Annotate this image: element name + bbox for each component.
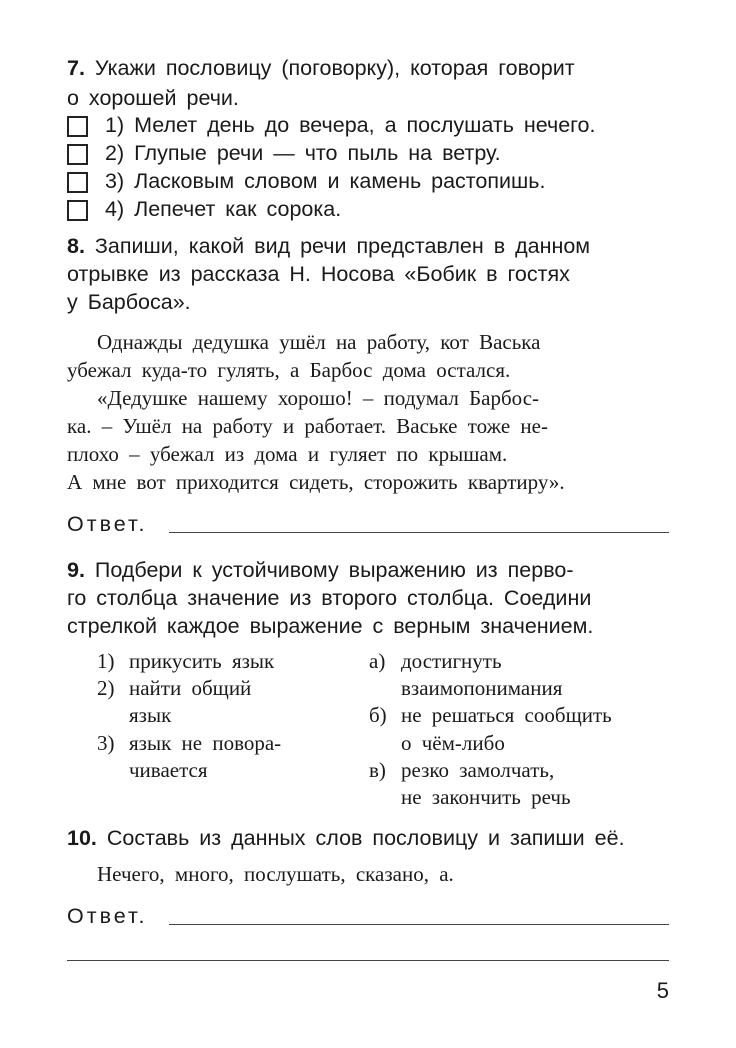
checkbox[interactable] — [67, 200, 88, 221]
passage-line: плохо – убежал из дома и гуляет по крышам. — [67, 442, 508, 466]
meaning-text: не закончить речь — [401, 785, 571, 809]
task-10-answer-field[interactable] — [169, 924, 669, 925]
checkbox[interactable] — [67, 172, 88, 193]
option-label: 1) Мелет день до вечера, а послушать нечего. — [105, 113, 596, 137]
task-7-question-line-2: о хорошей речи. — [67, 86, 239, 110]
task-7-number: 7. — [67, 56, 85, 80]
task-8-question-line-3: у Барбоса». — [67, 290, 191, 314]
expression-text: найти общий — [129, 676, 252, 700]
marker: 2) — [97, 676, 115, 700]
task-8-question-line-2: отрывке из рассказа Н. Носова «Бобик в гостях — [67, 262, 570, 286]
task-10-answer-label: Ответ. — [67, 904, 148, 928]
expression-text: язык не повора- — [129, 731, 282, 755]
meaning-text: резко замолчать, — [401, 758, 555, 782]
meaning-text: достигнуть — [401, 649, 502, 673]
marker: 3) — [97, 731, 115, 755]
passage-line: А мне вот приходится сидеть, сторожить квартиру». — [67, 470, 565, 494]
task-8-answer-field[interactable] — [169, 532, 669, 533]
marker: 1) — [97, 649, 115, 673]
checkbox[interactable] — [67, 144, 88, 165]
marker: а) — [369, 649, 386, 673]
task-10-words: Нечего, много, послушать, сказано, а. — [97, 862, 454, 886]
task-8-answer-label: Ответ. — [67, 512, 148, 536]
option-label: 2) Глупые речи — что пыль на ветру. — [105, 141, 501, 165]
task-8-number: 8. — [67, 234, 85, 258]
expression-text: чивается — [129, 758, 208, 782]
marker: б) — [369, 703, 387, 727]
option-label: 3) Ласковым словом и камень растопишь. — [105, 169, 546, 193]
task-10-number: 10. — [67, 826, 97, 850]
passage-line: ка. – Ушёл на работу и работает. Ваське тоже не- — [67, 414, 548, 438]
task-7-question-line-1: 7. Укажи пословицу (поговорку), которая говорит — [67, 56, 575, 80]
passage-line: убежал куда-то гулять, а Барбос дома остался. — [67, 358, 511, 382]
passage-line: «Дедушке нашему хорошо! – подумал Барбос- — [97, 386, 540, 410]
task-9-number: 9. — [67, 558, 85, 582]
meaning-text: о чём-либо — [401, 731, 505, 755]
meaning-text: не решаться сообщить — [401, 703, 612, 727]
expression-text: прикусить язык — [129, 649, 275, 673]
expression-text: язык — [129, 703, 172, 727]
meaning-text: взаимопонимания — [401, 676, 563, 700]
marker: в) — [369, 758, 386, 782]
page-number: 5 — [656, 978, 669, 1003]
task-10-question: 10. Составь из данных слов пословицу и запиши её. — [67, 826, 625, 850]
task-10-answer-field-line-2[interactable] — [67, 960, 669, 961]
task-8-question-line-1: 8. Запиши, какой вид речи представлен в данном — [67, 234, 591, 258]
task-9-question-line-2: го столбца значение из второго столбца. Соедини — [67, 586, 592, 610]
task-9-question-line-1: 9. Подбери к устойчивому выражению из перво- — [67, 558, 574, 582]
option-label: 4) Лепечет как сорока. — [105, 197, 342, 221]
checkbox[interactable] — [67, 116, 88, 137]
task-9-question-line-3: стрелкой каждое выражение с верным значением. — [67, 614, 594, 638]
passage-line: Однажды дедушка ушёл на работу, кот Васька — [97, 330, 541, 354]
